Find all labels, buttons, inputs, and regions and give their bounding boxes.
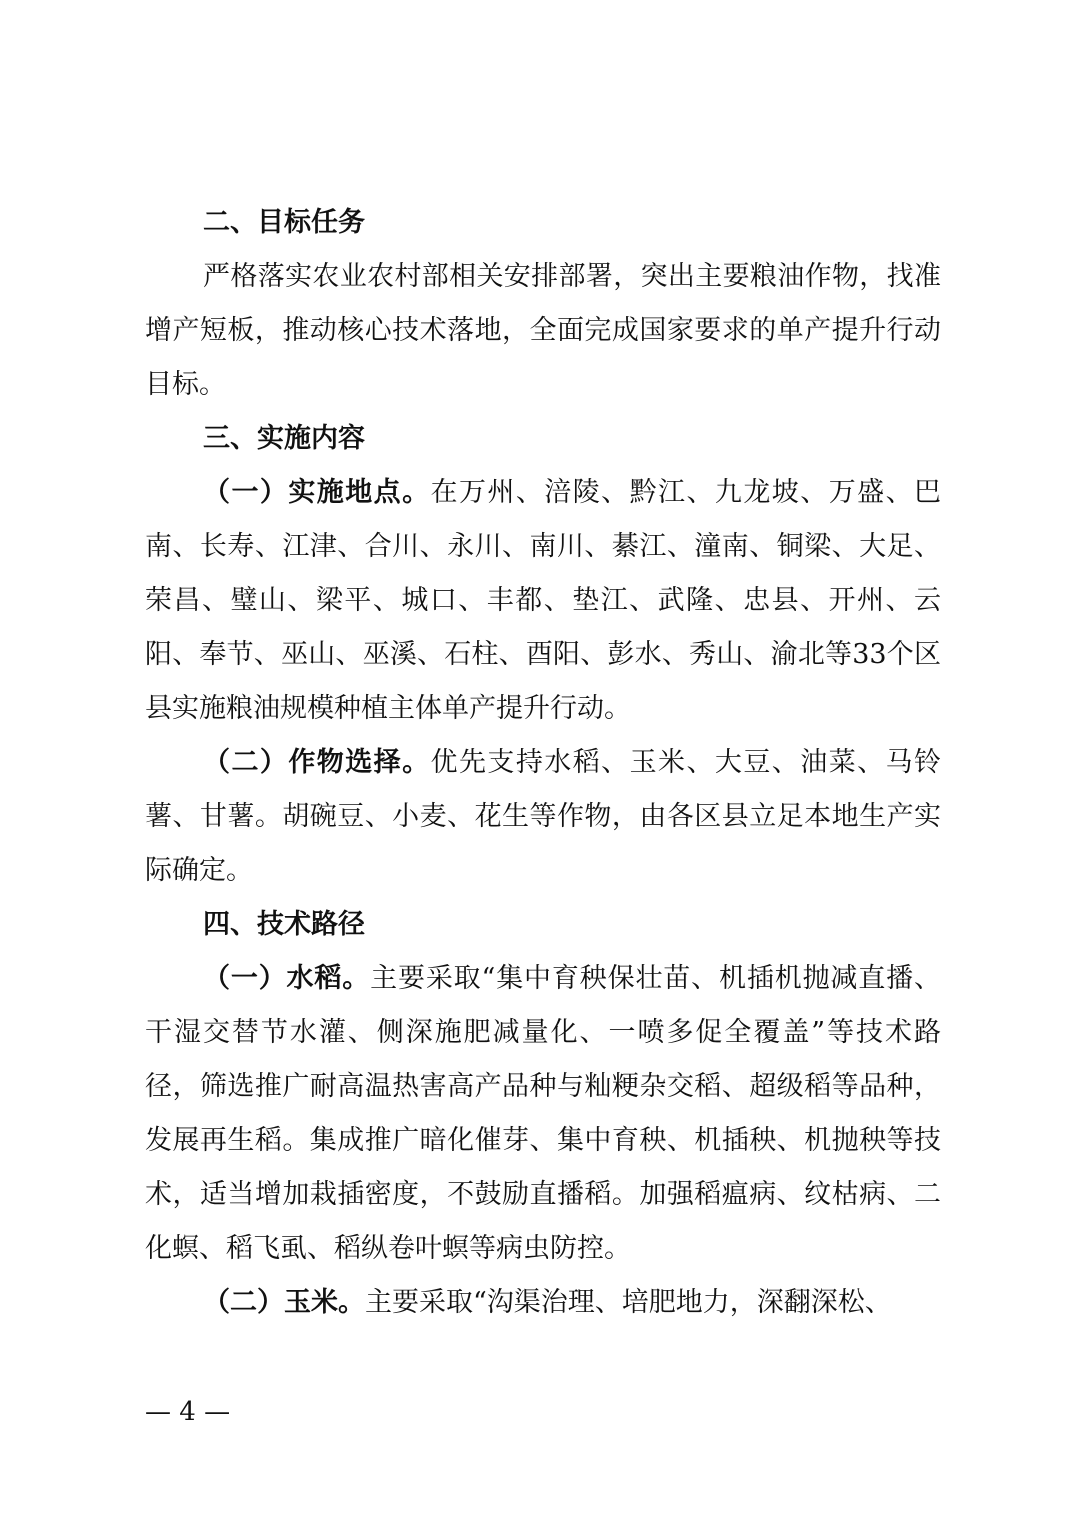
paragraph-corn-lead: （二）玉米。 (203, 1287, 365, 1318)
page-number: — 4 — (145, 1397, 231, 1427)
paragraph-goals: 严格落实农业农村部相关安排部署，突出主要粮油作物，找准增产短板，推动核心技术落地，全面完成国家要求的单产提升行动目标。 (145, 261, 941, 400)
section-heading-goals: 二、目标任务 (203, 207, 365, 238)
section-heading-content: 三、实施内容 (203, 423, 365, 454)
paragraph-locations-lead: （一）实施地点。 (203, 477, 431, 508)
section-heading-tech: 四、技术路径 (203, 909, 365, 940)
paragraph-corn-body: 主要采取“沟渠治理、培肥地力，深翻深松、 (365, 1287, 892, 1318)
paragraph-crops (145, 736, 941, 898)
paragraph-locations-body: 在万州、涪陵、黔江、九龙坡、万盛、巴南、长寿、江津、合川、永川、南川、綦江、潼南、铜梁、大足、荣昌、璧山、梁平、城口、丰都、垫江、武隆、忠县、开州、云阳、奉节、巫山、巫溪、石柱、酉阳、彭水、秀山、渝北等33个区县实施粮油规模种植主体单产提升行动。 (145, 477, 942, 724)
paragraph-locations (145, 466, 941, 736)
paragraph-crops-lead: （二）作物选择。 (203, 747, 431, 778)
paragraph-rice-lead: （一）水稻。 (203, 963, 371, 994)
paragraph-corn (145, 1276, 941, 1330)
document-body (145, 196, 941, 1330)
paragraph-rice-body: 主要采取“集中育秧保壮苗、机插机抛减直播、干湿交替节水灌、侧深施肥减量化、一喷多促全覆盖”等技术路径，筛选推广耐高温热害高产品种与籼粳杂交稻、超级稻等品种，发展再生稻。集成推广暗化催芽、集中育秧、机插秧、机抛秧等技术，适当增加栽插密度，不鼓励直播稻。加强稻瘟病、纹枯病、二化螟、稻飞虱、稻纵卷叶螟等病虫防控。 (145, 963, 941, 1264)
paragraph-crops-body: 优先支持水稻、玉米、大豆、油菜、马铃薯、甘薯。胡碗豆、小麦、花生等作物，由各区县立足本地生产实际确定。 (145, 747, 942, 886)
paragraph-rice (145, 952, 941, 1276)
